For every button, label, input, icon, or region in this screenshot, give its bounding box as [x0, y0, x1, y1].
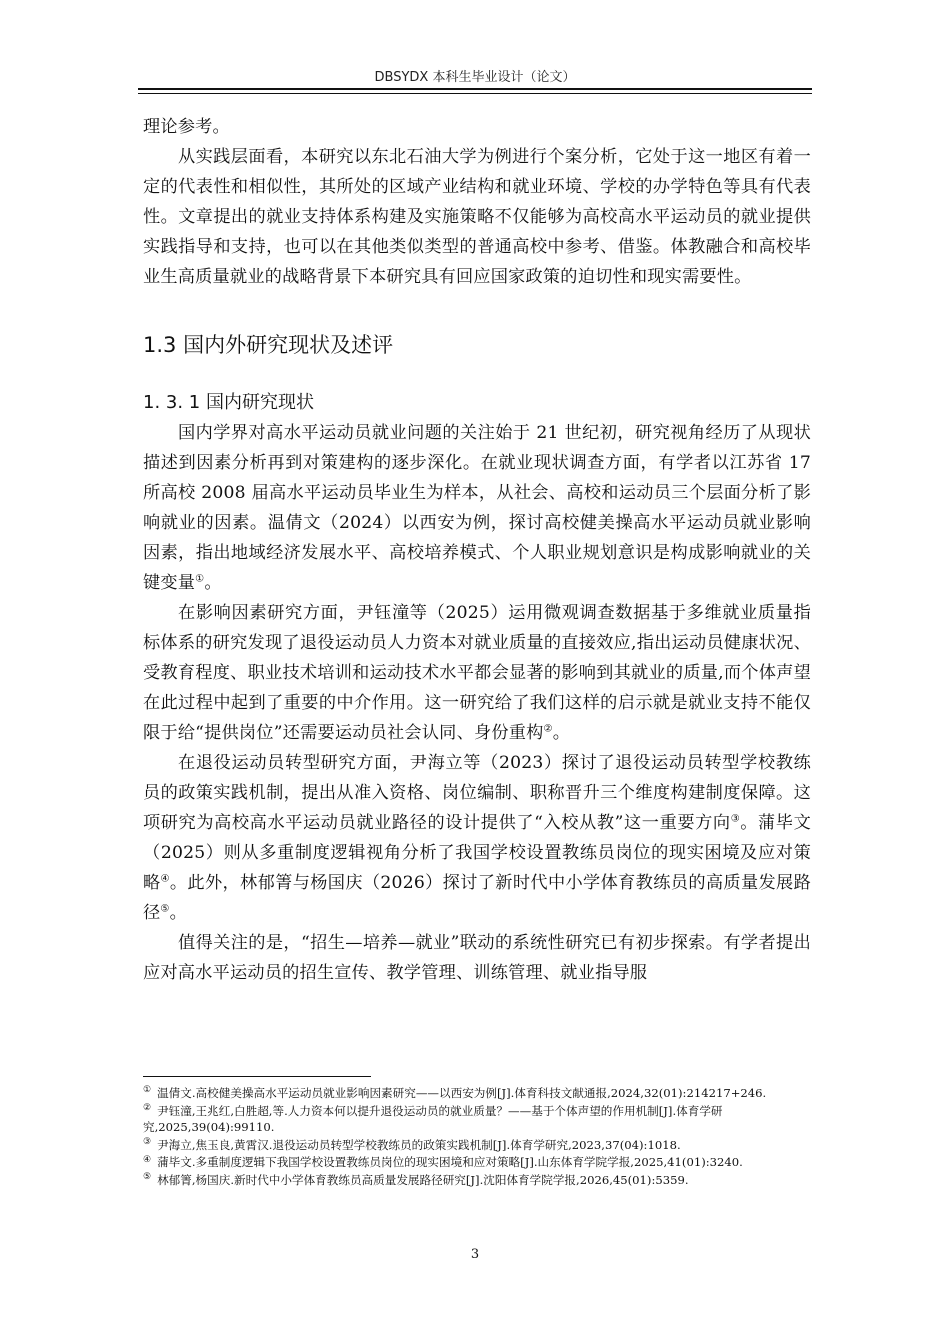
paragraph-transition	[143, 748, 811, 928]
footnote-mark: ③	[143, 1136, 152, 1147]
footnote-ref-4[interactable]: ④	[160, 873, 170, 885]
footnote-mark: ⑤	[143, 1172, 152, 1183]
footnote-mark: ①	[143, 1085, 152, 1096]
paragraph-text: 。	[552, 723, 571, 743]
subsection-heading: 1. 3. 1 国内研究现状	[143, 392, 314, 413]
section-heading: 1.3 国内外研究现状及述评	[143, 333, 394, 357]
footnote-text: 温倩文.高校健美操高水平运动员就业影响因素研究——以西安为例[J].体育科技文献通报,2024,32(01):214217+246.	[157, 1086, 767, 1100]
paragraph-text: 。	[204, 573, 222, 593]
page-number: 3	[470, 1247, 480, 1262]
body-text	[143, 112, 811, 988]
footnote-text: 尹钰潼,王兆红,白胜超,等.人力资本何以提升退役运动员的就业质量？——基于个体声望的作用机制[J].体育学研究,2025,39(04):99110.	[143, 1103, 723, 1135]
footnote	[143, 1103, 811, 1136]
footnote-separator	[143, 1076, 371, 1077]
paragraph-text: 在退役运动员转型研究方面，尹海立等（2023）探讨了退役运动员转型学校教练员的政策实践机制，提出从准入资格、岗位编制、职称晋升三个维度构建制度保障。这项研究为高校高水平运动员就业路径的设计提供了“入校从教”这一重要方向	[143, 753, 811, 833]
footnote-mark: ④	[143, 1154, 152, 1165]
footnotes	[143, 1085, 811, 1190]
paragraph-factors	[143, 598, 811, 748]
footnote	[143, 1154, 811, 1171]
header-rule	[138, 88, 812, 94]
footnote	[143, 1172, 811, 1189]
footnote-ref-3[interactable]: ③	[730, 813, 741, 825]
footnote-text: 尹海立,焦玉良,黄霄汉.退役运动员转型学校教练员的政策实践机制[J].体育学研究,2023,37(04):1018.	[157, 1137, 681, 1152]
paragraph-text: 。蒲毕文（2025）则从多重制度逻辑视角分析了我国学校设置教练员岗位的现实困境及应对策略	[143, 813, 811, 893]
paragraph-linkage: 值得关注的是，“招生—培养—就业”联动的系统性研究已有初步探索。有学者提出应对高水平运动员的招生宣传、教学管理、训练管理、就业指导服	[143, 933, 811, 983]
footnote-ref-2[interactable]: ②	[543, 723, 553, 735]
footnote-ref-5[interactable]: ⑤	[160, 903, 170, 915]
paragraph-continued: 理论参考。	[143, 117, 230, 137]
running-header: DBSYDX 本科生毕业设计（论文）	[374, 70, 576, 85]
footnote-mark: ②	[143, 1102, 152, 1113]
paragraph-practice: 从实践层面看，本研究以东北石油大学为例进行个案分析，它处于这一地区有着一定的代表性和相似性，其所处的区域产业结构和就业环境、学校的办学特色等具有代表性。文章提出的就业支持体系构建及实施策略不仅能够为高校高水平运动员的就业提供实践指导和支持，也可以在其他类似类型的普通高校中参考、借鉴。体教融合和高校毕业生高质量就业的战略背景下本研究具有回应国家政策的迫切性和现实需要性。	[143, 147, 811, 287]
footnote-text: 蒲毕文.多重制度逻辑下我国学校设置教练员岗位的现实困境和应对策略[J].山东体育学院学报,2025,41(01):3240.	[157, 1155, 743, 1170]
footnote	[143, 1085, 811, 1102]
paragraph-text: 。	[169, 903, 187, 923]
paragraph-text: 在影响因素研究方面，尹钰潼等（2025）运用微观调查数据基于多维就业质量指标体系的研究发现了退役运动员人力资本对就业质量的直接效应,指出运动员健康状况、受教育程度、职业技术培训和运动技术水平都会显著的影响到其就业的质量,而个体声望在此过程中起到了重要的中介作用。这一研究给了我们这样的启示就是就业支持不能仅限于给“提供岗位”还需要运动员社会认同、身份重构	[143, 603, 811, 743]
paragraph-text: 。此外，林郁箐与杨国庆（2026）探讨了新时代中小学体育教练员的高质量发展路径	[143, 873, 811, 923]
paragraph-text: 国内学界对高水平运动员就业问题的关注始于 21 世纪初，研究视角经历了从现状描述到因素分析再到对策建构的逐步深化。在就业现状调查方面，有学者以江苏省 17 所高校 2008 届高水平运动员毕业生为样本，从社会、高校和运动员三个层面分析了影响就业的因素。温倩文（2024）以西安为例，探讨高校健美操高水平运动员就业影响因素，指出地域经济发展水平、高校培养模式、个人职业规划意识是构成影响就业的关键变量	[143, 423, 811, 593]
footnote-text: 林郁箐,杨国庆.新时代中小学体育教练员高质量发展路径研究[J].沈阳体育学院学报,2026,45(01):5359.	[157, 1172, 689, 1187]
footnote	[143, 1137, 811, 1154]
paragraph-domestic	[143, 418, 811, 598]
footnote-ref-1[interactable]: ①	[195, 573, 205, 585]
